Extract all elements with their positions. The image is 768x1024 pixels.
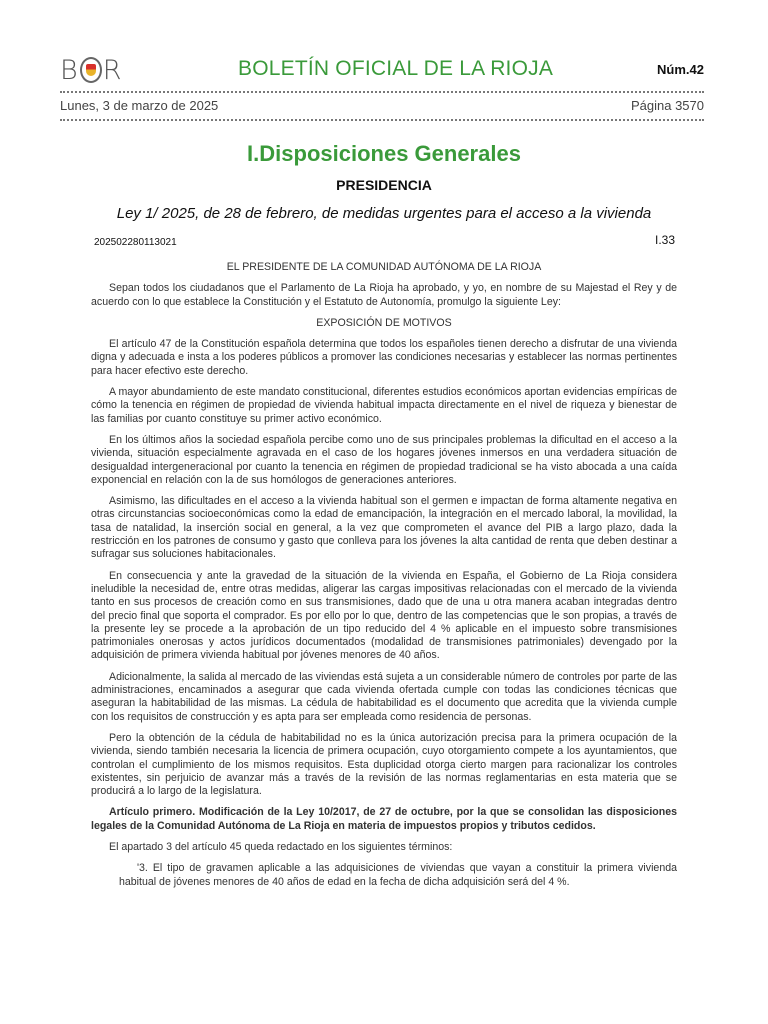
law-title: Ley 1/ 2025, de 28 de febrero, de medidas urgentes para el acceso a la vivienda [116, 205, 652, 222]
centered-heading: EXPOSICIÓN DE MOTIVOS [316, 316, 452, 329]
document-code: 202502280113021 [94, 237, 177, 248]
gazette-header [60, 52, 704, 88]
issue-number: Núm.42 [657, 62, 704, 77]
paragraph: Adicionalmente, la salida al mercado de las viviendas está sujeta a un considerable número de controles por parte de las administraciones, encaminados a asegurar que cada vivienda ofertada cumple con todas las condiciones técnicas que aseguran la habitabilidad de las mismas. La cédula de habitabilidad es el documento que acredita que la vivienda cumple con los requisitos de construcción y es apta para ser empleada como residencia de personas. [91, 670, 677, 723]
reference-number: I.33 [654, 233, 675, 247]
paragraph: Asimismo, las dificultades en el acceso a la vivienda habitual son el germen e impactan de forma altamente negativa en otras circunstancias socioeconómicas como la edad de emancipación, la integración en el mercado laboral, la movilidad, la tasa de natalidad, la inserción social en general, a la vez que comprometen el avance del PIB a largo plazo, dada la restricción en los patrones de consumo y gasto que conlleva para los jóvenes la alta cantidad de renta que deben destinar a sufragar sus soluciones habitacionales. [91, 495, 677, 561]
paragraph: A mayor abundamiento de este mandato constitucional, diferentes estudios económicos aportan evidencias empíricas de cómo la tenencia en régimen de propiedad de vivienda habitual impacta directamente en el nivel de riqueza y bienestar de las familias por cuanto constituye su primer activo económico. [91, 386, 677, 425]
paragraph: El artículo 47 de la Constitución española determina que todos los españoles tienen derecho a disfrutar de una vivienda digna y adecuada e insta a los poderes públicos a promover las condiciones necesarias y establecer las normas pertinentes para hacer efectivo este derecho. [91, 338, 677, 377]
date-divider [60, 119, 704, 121]
bor-logo: B R [60, 54, 123, 86]
paragraph: El apartado 3 del artículo 45 queda redactado en los siguientes términos: [109, 840, 453, 853]
paragraph: Pero la obtención de la cédula de habitabilidad no es la única autorización precisa para la primera ocupación de la vivienda, siendo también necesaria la licencia de primera ocupación, cuyo otorgamiento compete a los ayuntamientos, que controlan el cumplimiento de los mismos requisitos. Esta duplicidad otorga cierto margen para racionalizar los controles existentes, sin perjuicio de avanzar más a través de la revisión de las normas reglamentarias en esta materia que se producirá a lo largo de la legislatura. [91, 731, 677, 798]
article-heading: Artículo primero. Modificación de la Ley 10/2017, de 27 de octubre, por la que se consolidan las disposiciones legales de la Comunidad Autónoma de La Rioja en materia de impuestos propios y tributos cedidos. [91, 806, 677, 832]
paragraph: Sepan todos los ciudadanos que el Parlamento de La Rioja ha aprobado, y yo, en nombre de su Majestad el Rey y de acuerdo con lo que establece la Constitución y el Estatuto de Autonomía, promulgo la siguiente Ley: [91, 282, 677, 308]
paragraph: En los últimos años la sociedad española percibe como uno de sus principales problemas la dificultad en el acceso a la vivienda, situación especialmente agravada en el caso de los hogares jóvenes inmersos en una verdadera situación de desigualdad intergeneracional por cuanto la tenencia en régimen de propiedad tradicional se ha visto abocada a una caída exponencial en relación con la de sus homólogos de generaciones anteriores. [91, 433, 677, 486]
paragraph: '3. El tipo de gravamen aplicable a las adquisiciones de viviendas que vayan a constituir la primera vivienda habitual de jóvenes menores de 40 años de edad en la fecha de dicha adquisición será del 4 %. [119, 862, 677, 888]
gazette-title: BOLETÍN OFICIAL DE LA RIOJA [238, 57, 554, 80]
publication-date: Lunes, 3 de marzo de 2025 [60, 98, 219, 113]
centered-heading: EL PRESIDENTE DE LA COMUNIDAD AUTÓNOMA DE LA RIOJA [226, 261, 542, 273]
department-title: PRESIDENCIA [336, 177, 432, 193]
date-line [60, 98, 704, 113]
header-divider [60, 91, 704, 93]
paragraph: En consecuencia y ante la gravedad de la situación de la vivienda en España, el Gobierno de La Rioja considera ineludible la necesidad de, entre otras medidas, aligerar las cargas impositivas relacionadas con el mercado de la vivienda tanto en sus procesos de creación como en sus transmisiones, dado que de una u otra manera acaban integradas dentro del precio final que soporta el comprador. Es por ello por lo que, dentro de las competencias que le son propias, a través de la presente ley se procede a la aprobación de un tipo reducido del 4 % aplicable en el impuesto sobre transmisiones patrimoniales onerosas y actos jurídicos documentados (modalidad de transmisiones patrimoniales) devengado por la adquisición de primera vivienda habitual por jóvenes menores de 40 años. [91, 569, 677, 662]
section-title: I.Disposiciones Generales [247, 141, 521, 166]
page-number: Página 3570 [630, 98, 704, 113]
coat-of-arms-icon [80, 57, 102, 83]
law-body [91, 261, 677, 897]
